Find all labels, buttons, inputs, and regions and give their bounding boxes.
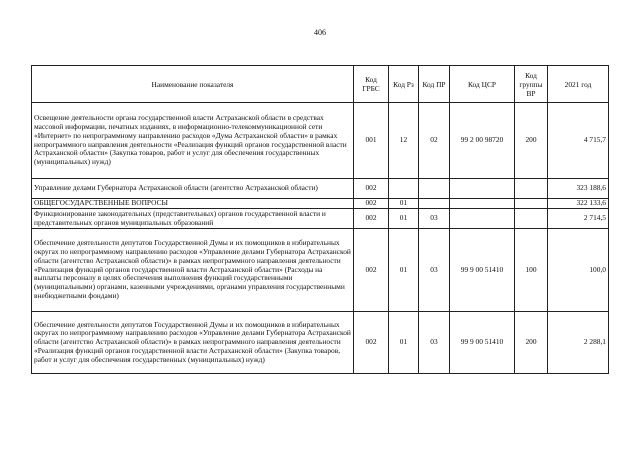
table-row [32, 103, 609, 179]
row-amount: 323 188,6 [548, 179, 609, 199]
header-name: Наименование показателя [32, 66, 354, 103]
row-csr [450, 179, 515, 199]
row-vr: 200 [515, 103, 548, 179]
row-amount: 2 714,5 [548, 209, 609, 229]
row-csr: 99 9 00 51410 [450, 229, 515, 312]
row-vr [515, 179, 548, 199]
header-grbs: Код ГРБС [354, 66, 389, 103]
row-rz [389, 179, 419, 199]
row-grbs: 002 [354, 312, 389, 374]
header-year: 2021 год [548, 66, 609, 103]
page-number: 406 [314, 28, 326, 37]
row-grbs: 002 [354, 209, 389, 229]
row-name: Обеспечение деятельности депутатов Государственной Думы и их помощников в избирательных округах по непрограммному направлению расходов «Управление делами Губернатора Астраханской области (агентство Астраханской области)» в рамках непрограммного направления деятельности «Реализация функций органов государственной власти Астраханской области» (Закупка товаров, работ и услуг для обеспечения государственных (муниципальных) нужд) [32, 312, 354, 374]
row-pr: 03 [419, 312, 450, 374]
row-amount: 322 133,6 [548, 199, 609, 209]
table-row [32, 199, 609, 209]
table-header-row [32, 66, 609, 103]
table-row [32, 312, 609, 374]
row-rz: 01 [389, 229, 419, 312]
row-rz: 01 [389, 312, 419, 374]
row-grbs: 002 [354, 179, 389, 199]
row-vr: 100 [515, 229, 548, 312]
header-pr: Код ПР [419, 66, 450, 103]
row-pr: 03 [419, 209, 450, 229]
row-csr [450, 199, 515, 209]
row-grbs: 001 [354, 103, 389, 179]
row-name: Обеспечение деятельности депутатов Государственной Думы и их помощников в избирательных округах по непрограммному направлению расходов «Управление делами Губернатора Астраханской области (агентство Астраханской области)» в рамках непрограммного направления деятельности «Реализация функций органов государственной власти Астраханской области» (Расходы на выплаты персоналу в целях обеспечения выполнения функций государственными (муниципальными) органами, казенными учреждениями, органами управления государственными внебюджетными фондами) [32, 229, 354, 312]
row-csr: 99 2 00 98720 [450, 103, 515, 179]
row-amount: 100,0 [548, 229, 609, 312]
row-vr [515, 209, 548, 229]
row-pr [419, 179, 450, 199]
table-row [32, 229, 609, 312]
row-rz: 12 [389, 103, 419, 179]
row-pr: 02 [419, 103, 450, 179]
row-name: Функционирование законодательных (представительных) органов государственной власти и представительных органов муниципальных образований [32, 209, 354, 229]
row-rz: 01 [389, 209, 419, 229]
row-pr: 03 [419, 229, 450, 312]
table-row [32, 179, 609, 199]
row-csr: 99 9 00 51410 [450, 312, 515, 374]
row-rz: 01 [389, 199, 419, 209]
header-csr: Код ЦСР [450, 66, 515, 103]
header-rz: Код Рз [389, 66, 419, 103]
header-vr: Код группы ВР [515, 66, 548, 103]
row-csr [450, 209, 515, 229]
row-name: Управление делами Губернатора Астраханской области (агентство Астраханской области) [32, 179, 354, 199]
table-row [32, 209, 609, 229]
row-vr [515, 199, 548, 209]
row-amount: 4 715,7 [548, 103, 609, 179]
budget-table [31, 65, 609, 374]
row-name: Освещение деятельности органа государственной власти Астраханской области в средствах массовой информации, печатных изданиях, в информационно-телекоммуникационной сети «Интернет» по непрограммному направлению расходов «Дума Астраханской области» в рамках непрограммного направления деятельности «Реализация функций органов государственной власти Астраханской области» (Закупка товаров, работ и услуг для обеспечения государственных (муниципальных) нужд) [32, 103, 354, 179]
row-grbs: 002 [354, 199, 389, 209]
row-grbs: 002 [354, 229, 389, 312]
row-pr [419, 199, 450, 209]
row-vr: 200 [515, 312, 548, 374]
row-name: ОБЩЕГОСУДАРСТВЕННЫЕ ВОПРОСЫ [32, 199, 354, 209]
row-amount: 2 288,1 [548, 312, 609, 374]
